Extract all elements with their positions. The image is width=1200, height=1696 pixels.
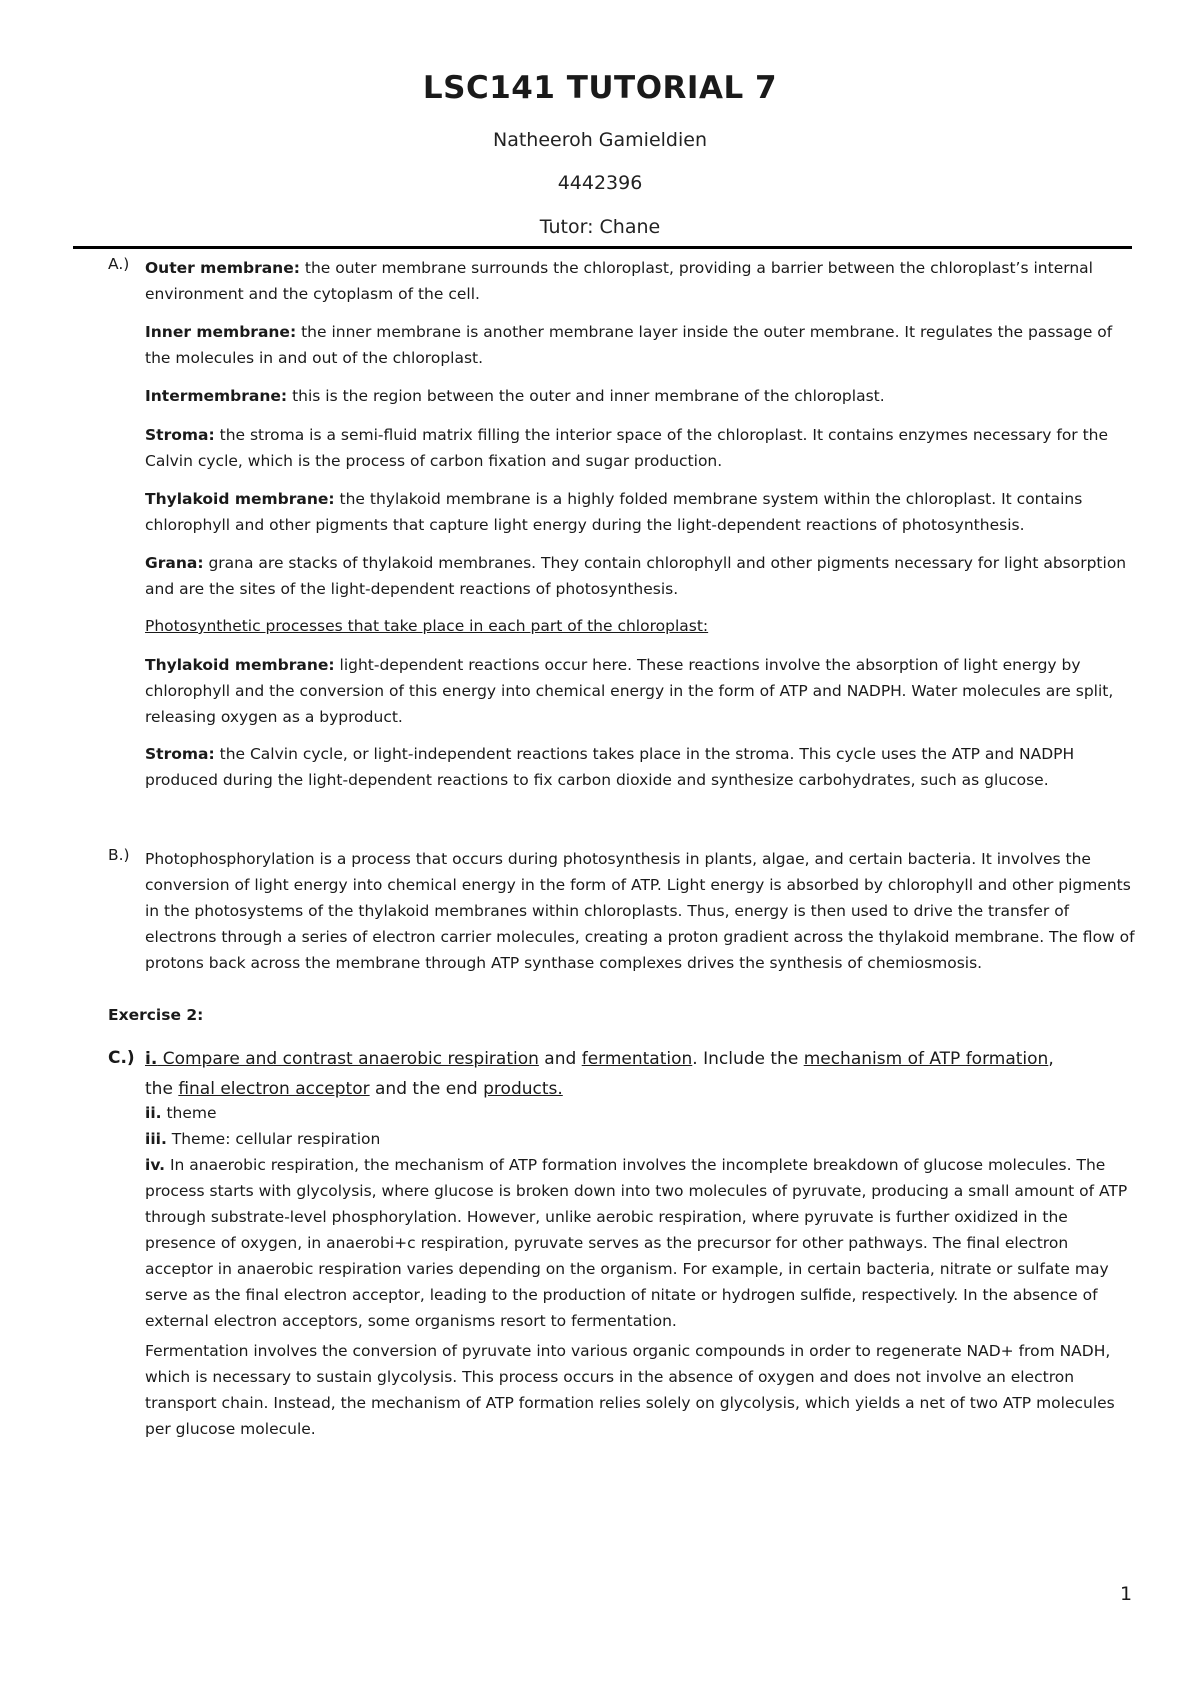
header-divider — [73, 246, 1132, 249]
inner-membrane-paragraph — [145, 319, 1135, 371]
outer-membrane-paragraph — [145, 255, 1135, 307]
stroma-paragraph — [145, 422, 1135, 474]
tutor-line: Tutor: Chane — [539, 216, 661, 238]
term: Thylakoid membrane: — [145, 656, 335, 674]
definition: the outer membrane surrounds the chloroplast, providing a barrier between the chloroplast’s internal environment and the cytoplasm of the cell. — [145, 259, 1093, 303]
thylakoid-membrane-paragraph — [145, 486, 1135, 538]
photophosphorylation-paragraph: Photophosphorylation is a process that occurs during photosynthesis in plants, algae, and certain bacteria. It involves the conversion of light energy into chemical energy in the form of ATP. Light energy is absorbed by chlorophyll and other pigments in the photosystems of the thylakoid membranes within chloroplasts. Thus, energy is then used to drive the transfer of electrons through a series of electron carrier molecules, creating a proton gradient across the thylakoid membrane. The flow of protons back across the membrane through ATP synthase complexes drives the synthesis of chemiosmosis. — [145, 850, 1135, 972]
document-title: LSC141 TUTORIAL 7 — [422, 70, 778, 106]
definition: the inner membrane is another membrane layer inside the outer membrane. It regulates the passage of the molecules in and out of the chloroplast. — [145, 323, 1113, 367]
stroma-process-paragraph — [145, 741, 1135, 793]
keyword: fermentation — [581, 1049, 693, 1069]
term: Thylakoid membrane: — [145, 490, 335, 508]
grana-paragraph — [145, 550, 1135, 602]
exercise-question: i. Compare and contrast anaerobic respiration and fermentation. Include the mechanism of ATP formation, the final electron acceptor and the end products. — [145, 1049, 1054, 1099]
item-iii: iii. Theme: cellular respiration — [145, 1130, 381, 1148]
exercise-heading: Exercise 2: — [108, 1006, 204, 1024]
author-name: Natheeroh Gamieldien — [492, 129, 708, 151]
keyword: mechanism of ATP formation — [803, 1049, 1049, 1069]
section-c-marker: C.) — [108, 1048, 135, 1068]
term: Inner membrane: — [145, 323, 297, 341]
student-number: 4442396 — [557, 172, 643, 194]
definition: the stroma is a semi-fluid matrix filling the interior space of the chloroplast. It contains enzymes necessary for the Calvin cycle, which is the process of carbon fixation and sugar production. — [145, 426, 1109, 470]
answer-block — [145, 1100, 1135, 1334]
section-a-marker: A.) — [108, 255, 130, 273]
item-ii: ii. theme — [145, 1104, 217, 1122]
term: Stroma: — [145, 426, 215, 444]
page-number: 1 — [1120, 1583, 1133, 1605]
processes-subheading: Photosynthetic processes that take place in each part of the chloroplast: — [145, 617, 709, 635]
item-iv: iv. In anaerobic respiration, the mechanism of ATP formation involves the incomplete breakdown of glucose molecules. The process starts with glycolysis, where glucose is broken down into two molecules of pyruvate, producing a small amount of ATP through substrate-level phosphorylation. However, unlike aerobic respiration, where pyruvate is further oxidized in the presence of oxygen, in anaerobi+c respiration, pyruvate serves as the precursor for other pathways. The final electron acceptor in anaerobic respiration varies depending on the organism. For example, in certain bacteria, nitrate or sulfate may serve as the final electron acceptor, leading to the production of nitate or hydrogen sulfide, respectively. In the absence of external electron acceptors, some organisms resort to fermentation. — [145, 1156, 1128, 1330]
keyword: products. — [483, 1079, 563, 1099]
definition: the thylakoid membrane is a highly folded membrane system within the chloroplast. It contains chlorophyll and other pigments that capture light energy during the light-dependent reactions of photosynthesis. — [145, 490, 1083, 534]
definition: the Calvin cycle, or light-independent reactions takes place in the stroma. This cycle uses the ATP and NADPH produced during the light-dependent reactions to fix carbon dioxide and synthesize carbohydrates, such as glucose. — [145, 745, 1075, 789]
definition: light-dependent reactions occur here. These reactions involve the absorption of light energy by chlorophyll and the conversion of this energy into chemical energy in the form of ATP and NADPH. Water molecules are split, releasing oxygen as a byproduct. — [145, 656, 1114, 726]
section-b-marker: B.) — [108, 846, 130, 864]
term: Intermembrane: — [145, 387, 288, 405]
fermentation-paragraph: Fermentation involves the conversion of pyruvate into various organic compounds in order to regenerate NAD+ from NADH, which is necessary to sustain glycolysis. This process occurs in the absence of oxygen and does not involve an electron transport chain. Instead, the mechanism of ATP formation relies solely on glycolysis, which yields a net of two ATP molecules per glucose molecule. — [145, 1342, 1115, 1438]
term: Outer membrane: — [145, 259, 300, 277]
definition: grana are stacks of thylakoid membranes. They contain chlorophyll and other pigments necessary for light absorption and are the sites of the light-dependent reactions of photosynthesis. — [145, 554, 1127, 598]
question-text: i. Compare and contrast anaerobic respiration — [145, 1049, 539, 1069]
definition: this is the region between the outer and inner membrane of the chloroplast. — [287, 387, 885, 405]
term: Grana: — [145, 554, 204, 572]
thylakoid-process-paragraph — [145, 652, 1135, 730]
intermembrane-paragraph — [145, 383, 1135, 409]
keyword: final electron acceptor — [178, 1079, 370, 1099]
term: Stroma: — [145, 745, 215, 763]
question-number: i. — [145, 1049, 158, 1069]
